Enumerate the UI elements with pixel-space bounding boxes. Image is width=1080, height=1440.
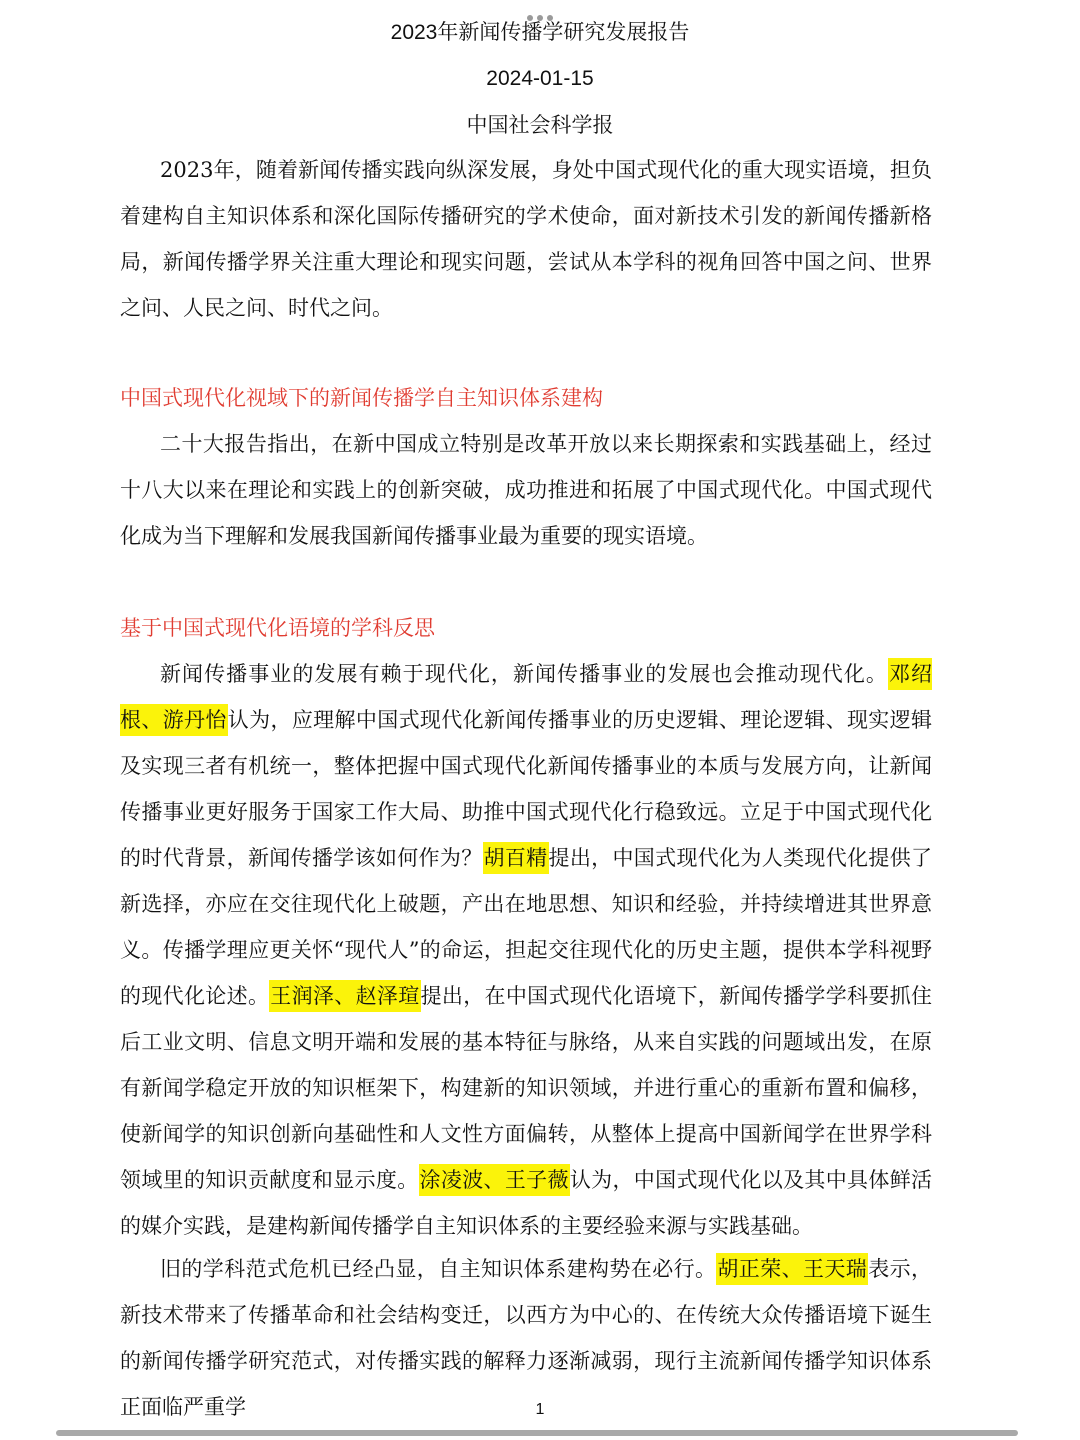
intro-paragraph: 2023年，随着新闻传播实践向纵深发展，身处中国式现代化的重大现实语境，担负着建构自主知识体系和深化国际传播研究的学术使命，面对新技术引发的新闻传播新格局，新闻传播学界关注重大理论和现实问题，尝试从本学科的视角回答中国之问、世界之问、人民之问、时代之问。 — [120, 158, 932, 320]
document-source: 中国社会科学报 — [466, 113, 614, 137]
highlighted-author: 邓绍根、游丹怡 — [120, 658, 932, 736]
text-run: 认为，中国式现代化以及其中具体鲜活的媒介实践，是建构新闻传播学自主知识体系的主要经验来源与实践基础。 — [120, 1168, 933, 1238]
page-number: 1 — [535, 1401, 545, 1418]
highlighted-author: 王润泽、赵泽瑄 — [269, 980, 420, 1012]
document-date: 2024-01-15 — [486, 67, 594, 90]
home-indicator[interactable] — [56, 1430, 1018, 1436]
section2-heading: 基于中国式现代化语境的学科反思 — [120, 616, 435, 640]
section1-paragraph: 二十大报告指出，在新中国成立特别是改革开放以来长期探索和实践基础上，经过十八大以来在理论和实践上的创新突破，成功推进和拓展了中国式现代化。中国式现代化成为当下理解和发展我国新闻传播事业最为重要的现实语境。 — [120, 432, 932, 548]
text-run: 表示，新技术带来了传播革命和社会结构变迁，以西方为中心的、在传统大众传播语境下诞生的新闻传播学研究范式，对传播实践的解释力逐渐减弱，现行主流新闻传播学知识体系正面临严重学 — [120, 1257, 933, 1419]
text-run: 新闻传播事业的发展有赖于现代化，新闻传播事业的发展也会推动现代化。 — [160, 662, 888, 686]
highlighted-author: 胡百精 — [483, 842, 549, 874]
highlighted-author: 涂凌波、王子薇 — [419, 1164, 570, 1196]
section1-heading: 中国式现代化视域下的新闻传播学自主知识体系建构 — [120, 386, 603, 410]
text-run: 提出，在中国式现代化语境下，新闻传播学学科要抓住后工业文明、信息文明开端和发展的基本特征与脉络，从来自实践的问题域出发，在原有新闻学稳定开放的知识框架下，构建新的知识领域，并进行重心的重新布置和偏移，使新闻学的知识创新向基础性和人文性方面偏转，从整体上提高中国新闻学在世界学科领域里的知识贡献度和显示度。 — [120, 984, 933, 1192]
more-options-icon[interactable] — [0, 6, 1080, 16]
document-title: 2023年新闻传播学研究发展报告 — [390, 21, 690, 44]
highlighted-author: 胡正荣、王天瑞 — [716, 1253, 868, 1285]
text-run: 认为，应理解中国式现代化新闻传播事业的历史逻辑、理论逻辑、现实逻辑及实现三者有机统一，整体把握中国式现代化新闻传播事业的本质与发展方向，让新闻传播事业更好服务于国家工作大局、助推中国式现代化行稳致远。立足于中国式现代化的时代背景，新闻传播学该如何作为？ — [120, 708, 933, 870]
section2-paragraph-1 — [120, 651, 932, 1249]
text-run: 旧的学科范式危机已经凸显，自主知识体系建构势在必行。 — [160, 1257, 717, 1281]
text-run: 提出，中国式现代化为人类现代化提供了新选择，亦应在交往现代化上破题，产出在地思想、知识和经验，并持续增进其世界意义。传播学理应更关怀“现代人”的命运，担起交往现代化的历史主题，提供本学科视野的现代化论述。 — [120, 846, 933, 1008]
